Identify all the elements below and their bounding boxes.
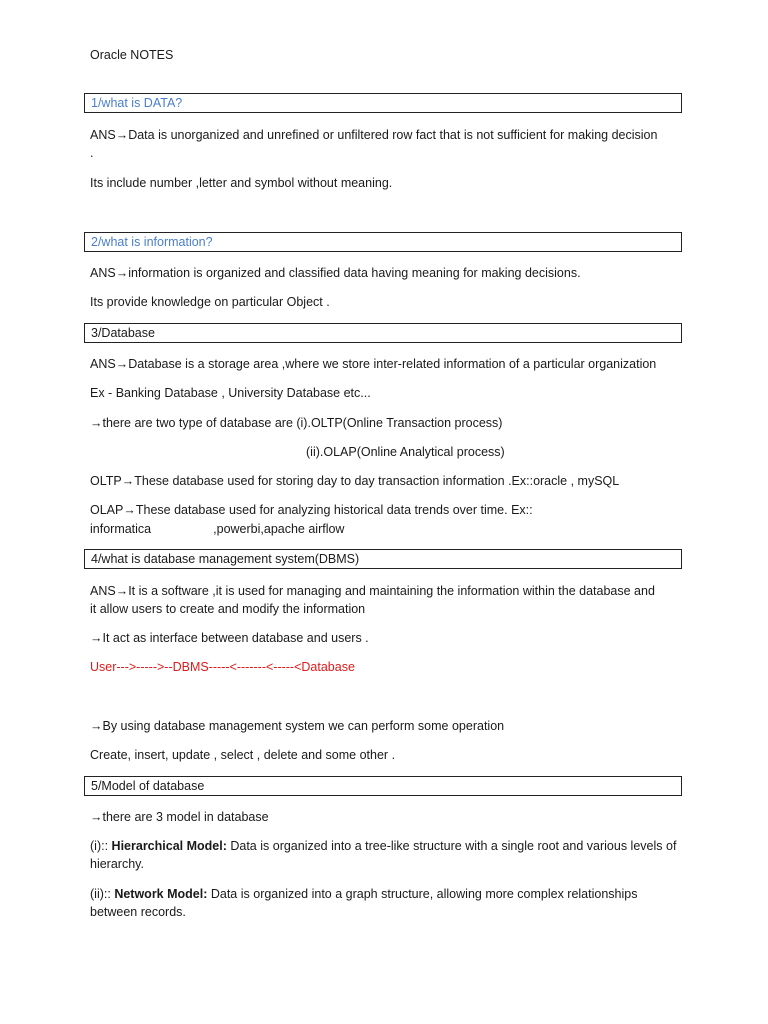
section-1-answer-cont: . bbox=[90, 146, 94, 160]
section-1-answer: ANS→Data is unorganized and unrefined or unfiltered row fact that is not sufficient for making decision bbox=[90, 128, 658, 142]
section-3-oltp: OLTP→These database used for storing day to day transaction information .Ex::oracle , mySQL bbox=[90, 474, 620, 488]
section-3-olap: OLAP→These database used for analyzing historical data trends over time. Ex:: bbox=[90, 503, 533, 517]
arrow-icon: → bbox=[115, 266, 129, 280]
section-5-model-2: (ii):: Network Model: Data is organized into a graph structure, allowing more complex relationships between records. bbox=[90, 887, 638, 919]
arrow-icon: → bbox=[123, 503, 136, 517]
section-4-answer: ANS→It is a software ,it is used for managing and maintaining the information within the database and bbox=[90, 584, 655, 598]
arrow-icon: → bbox=[90, 719, 103, 733]
arrow-icon: → bbox=[115, 128, 129, 142]
section-1-line: Its include number ,letter and symbol without meaning. bbox=[90, 176, 393, 190]
section-4-answer-cont: it allow users to create and modify the information bbox=[90, 602, 366, 616]
section-4-using: →By using database management system we can perform some operation bbox=[90, 719, 505, 733]
arrow-icon: → bbox=[90, 631, 103, 645]
arrow-icon: → bbox=[90, 416, 103, 430]
section-3-types: →there are two type of database are (i).OLTP(Online Transaction process) bbox=[90, 416, 503, 430]
section-2-answer: ANS→information is organized and classified data having meaning for making decisions. bbox=[90, 266, 581, 280]
section-5-model-1: (i):: Hierarchical Model: Data is organized into a tree-like structure with a single root and various levels of hierarchy. bbox=[90, 839, 677, 871]
arrow-icon: → bbox=[115, 357, 129, 371]
section-2-line: Its provide knowledge on particular Object . bbox=[90, 295, 330, 309]
section-3-answer: ANS→Database is a storage area ,where we store inter-related information of a particular organization bbox=[90, 357, 657, 371]
section-4-interface: →It act as interface between database and users . bbox=[90, 631, 369, 645]
arrow-icon: → bbox=[90, 810, 103, 824]
section-1-heading: 1/what is DATA? bbox=[84, 93, 682, 113]
arrow-icon: → bbox=[115, 584, 129, 598]
section-4-flow: User--->----->--DBMS-----<-------<-----<Database bbox=[90, 660, 355, 674]
page-title: Oracle NOTES bbox=[90, 48, 174, 62]
section-3-example: Ex - Banking Database , University Database etc... bbox=[90, 386, 371, 400]
section-5-heading: 5/Model of database bbox=[84, 776, 682, 796]
arrow-icon: → bbox=[121, 474, 135, 488]
section-2-heading: 2/what is information? bbox=[84, 232, 682, 252]
section-3-olap-tools: informatica ,powerbi,apache airflow bbox=[90, 522, 345, 536]
section-4-heading: 4/what is database management system(DBMS) bbox=[84, 549, 682, 569]
section-4-operations: Create, insert, update , select , delete and some other . bbox=[90, 748, 396, 762]
section-3-types-olap: (ii).OLAP(Online Analytical process) bbox=[306, 445, 505, 459]
section-3-heading: 3/Database bbox=[84, 323, 682, 343]
section-5-intro: →there are 3 model in database bbox=[90, 810, 269, 824]
